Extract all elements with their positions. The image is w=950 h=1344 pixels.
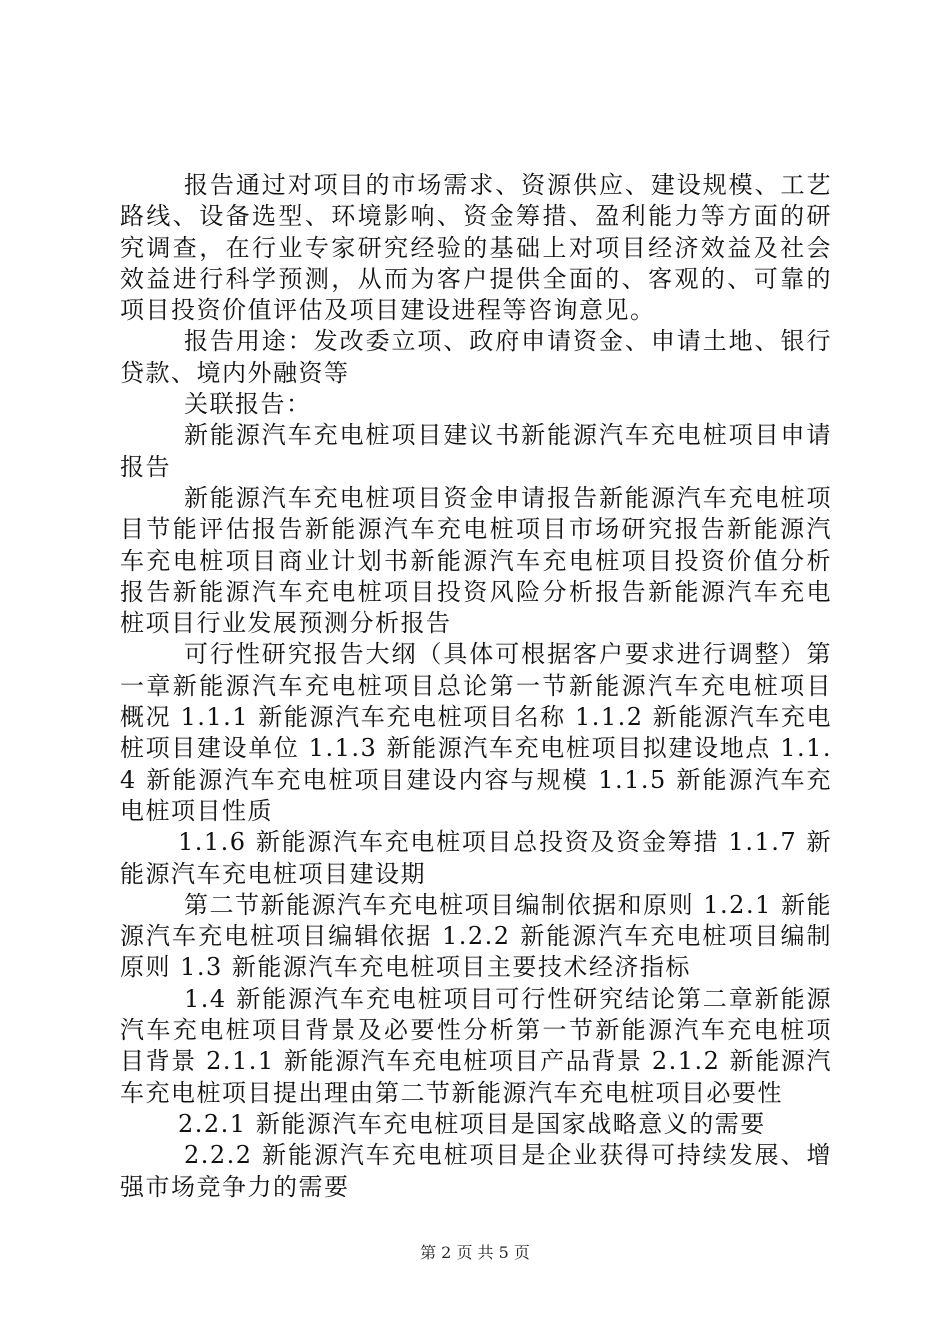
page-footer: 第 2 页 共 5 页 bbox=[420, 1243, 530, 1262]
paragraph-related-2: 新能源汽车充电桩项目资金申请报告新能源汽车充电桩项目节能评估报告新能源汽车充电桩项目市场研究报告新能源汽车充电桩项目商业计划书新能源汽车充电桩项目投资价值分析报告新能源汽车充电桩项目投资风险分析报告新能源汽车充电桩项目行业发展预测分析报告 bbox=[120, 483, 832, 638]
paragraph-outline-intro: 可行性研究报告大纲（具体可根据客户要求进行调整）第一章新能源汽车充电桩项目总论第一节新能源汽车充电桩项目概况 1.1.1 新能源汽车充电桩项目名称 1.1.2 新能源汽车充电桩项目建设单位 1.1.3 新能源汽车充电桩项目拟建设地点 1.1.4 新能源汽车充电桩项目建设内容与规模 1.1.5 新能源汽车充电桩项目性质 bbox=[120, 640, 832, 825]
paragraph-outline-2-2-2: 2.2.2 新能源汽车充电桩项目是企业获得可持续发展、增强市场竞争力的需要 bbox=[120, 1141, 832, 1201]
paragraph-summary: 报告通过对项目的市场需求、资源供应、建设规模、工艺路线、设备选型、环境影响、资金筹措、盈利能力等方面的研究调查，在行业专家研究经验的基础上对项目经济效益及社会效益进行科学预测，从而为客户提供全面的、客观的、可靠的项目投资价值评估及项目建设进程等咨询意见。 bbox=[120, 171, 832, 325]
paragraph-outline-2-2-1: 2.2.1 新能源汽车充电桩项目是国家战略意义的需要 bbox=[178, 1109, 766, 1138]
paragraph-outline-1-4: 1.4 新能源汽车充电桩项目可行性研究结论第二章新能源汽车充电桩项目背景及必要性分析第一节新能源汽车充电桩项目背景 2.1.1 新能源汽车充电桩项目产品背景 2.1.2 新能源汽车充电桩项目提出理由第二节新能源汽车充电桩项目必要性 bbox=[120, 984, 832, 1107]
paragraph-related-heading: 关联报告： bbox=[184, 390, 312, 419]
paragraph-usage: 报告用途：发改委立项、政府申请资金、申请土地、银行贷款、境内外融资等 bbox=[120, 327, 832, 387]
document-body bbox=[120, 170, 832, 1203]
paragraph-related-1: 新能源汽车充电桩项目建议书新能源汽车充电桩项目申请报告 bbox=[120, 421, 832, 481]
paragraph-outline-1-1-6: 1.1.6 新能源汽车充电桩项目总投资及资金筹措 1.1.7 新能源汽车充电桩项目建设期 bbox=[120, 828, 832, 888]
paragraph-outline-section-2: 第二节新能源汽车充电桩项目编制依据和原则 1.2.1 新能源汽车充电桩项目编辑依据 1.2.2 新能源汽车充电桩项目编制原则 1.3 新能源汽车充电桩项目主要技术经济指标 bbox=[120, 890, 832, 982]
